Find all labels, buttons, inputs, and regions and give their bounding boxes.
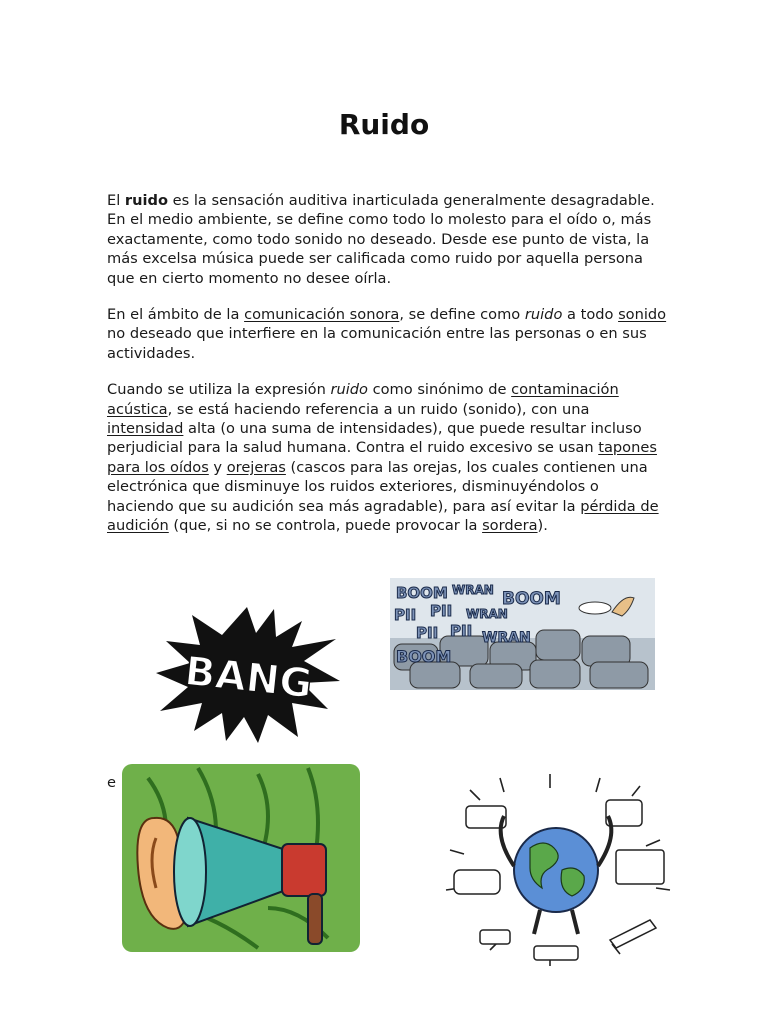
- paragraph-3: [107, 380, 667, 535]
- traffic-word: PII: [416, 624, 439, 642]
- link-perdida-de-audicion[interactable]: pérdida de audición: [107, 497, 659, 535]
- traffic-word: WRAN: [452, 583, 494, 597]
- text-run: , se define como: [399, 306, 525, 324]
- link-sordera[interactable]: sordera: [482, 517, 538, 535]
- text-run: como sinónimo de: [367, 381, 512, 399]
- link-tapones-para-los-oidos[interactable]: tapones para los oídos: [107, 439, 657, 476]
- bold-term: ruido: [124, 192, 168, 209]
- body-text: [107, 191, 667, 553]
- text-run: , se está haciendo referencia a un ruido (sonido), con una: [167, 400, 590, 418]
- text-run: ).: [537, 517, 548, 535]
- traffic-word: BOOM: [502, 589, 561, 609]
- paragraph-1: [107, 191, 667, 288]
- text-run: Cuando se utiliza la expresión: [107, 381, 331, 399]
- traffic-word: WRAN: [482, 630, 531, 646]
- text-run: (que, si no se controla, puede provocar la: [168, 517, 483, 535]
- bang-illustration: [152, 603, 342, 745]
- text-run: no deseado que interfiere en la comunicación entre las personas o en sus actividades.: [107, 325, 647, 362]
- traffic-word: WRAN: [466, 607, 508, 621]
- text-run: (cascos para las orejas, los cuales contienen una electrónica que disminuye los ruidos exteriores, disminuyéndolos o haciendo que su audición sea más agradable), para así evitar la: [107, 458, 648, 515]
- text-run: es la sensación auditiva inarticulada generalmente desagradable. En el medio ambiente, se define como todo lo molesto para el oído o, más exactamente, como todo sonido no deseado. Desde ese punto de vista, la más excelsa música puede ser calificada como ruido por aquella persona que en cierto momento no desee oírla.: [107, 192, 655, 287]
- traffic-word: PII: [450, 622, 473, 640]
- page-title: Ruido: [338, 108, 430, 141]
- italic-term: ruido: [524, 306, 563, 324]
- bang-text: BANG: [182, 648, 315, 708]
- link-comunicacion-sonora[interactable]: comunicación sonora: [244, 306, 400, 324]
- traffic-word: PII: [394, 606, 417, 624]
- traffic-word: BOOM: [396, 584, 448, 602]
- stray-character: e: [107, 774, 116, 791]
- traffic-word: BOOM: [396, 647, 452, 666]
- paragraph-2: [107, 305, 667, 363]
- link-intensidad[interactable]: intensidad: [107, 420, 184, 438]
- megaphone-ear-illustration: [118, 758, 363, 963]
- link-contaminacion-acustica[interactable]: contaminación acústica: [107, 381, 619, 418]
- traffic-noise-illustration: [390, 578, 655, 690]
- text-run: y: [208, 458, 227, 476]
- text-run: a todo: [562, 306, 619, 324]
- link-sonido[interactable]: sonido: [618, 306, 667, 324]
- text-run: El: [107, 192, 125, 209]
- text-run: alta (o una suma de intensidades), que puede resultar incluso perjudicial para la salud humana. Contra el ruido excesivo se usan: [107, 420, 642, 457]
- text-run: En el ámbito de la: [107, 306, 245, 324]
- italic-term: ruido: [330, 381, 368, 399]
- noisy-globe-illustration: [430, 770, 685, 975]
- link-orejeras[interactable]: orejeras: [226, 458, 286, 476]
- traffic-word: PII: [430, 602, 453, 620]
